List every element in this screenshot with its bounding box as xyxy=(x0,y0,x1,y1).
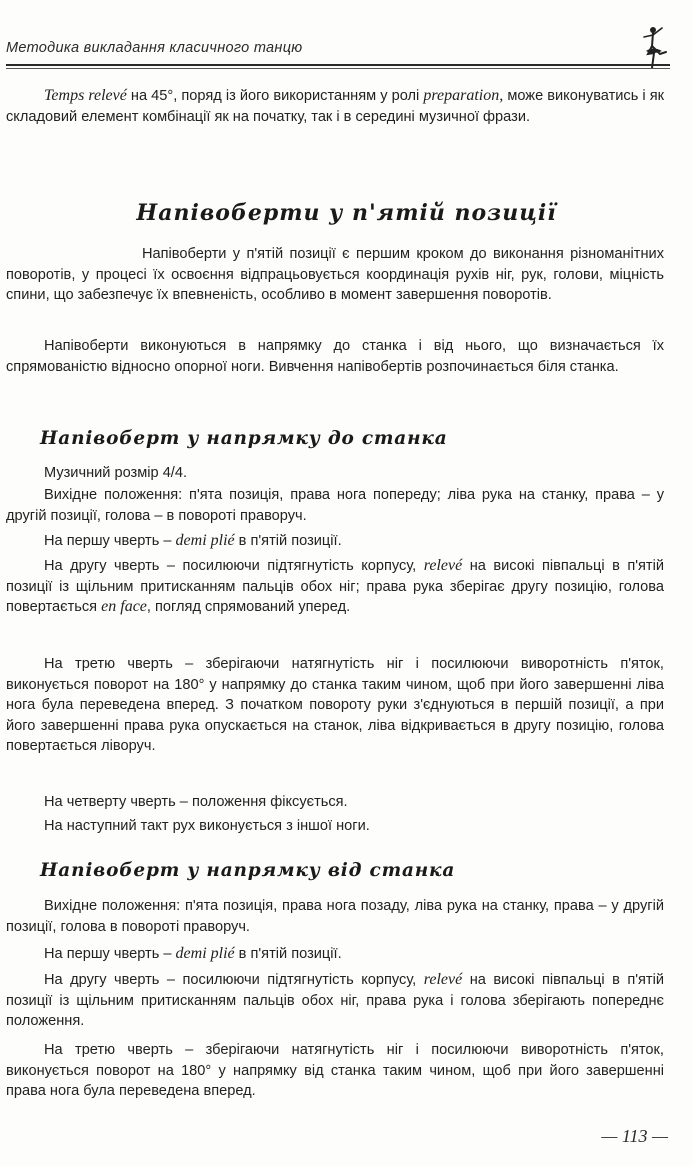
sub1-paragraph-4 xyxy=(6,556,664,618)
section-paragraph-1: Напівоберти у п'ятій позиції є першим кроком до виконання різноманітних поворотів, у процесі їх освоєння відпрацьовується координація рухів ніг, рук, голови, міцність спини, що забезпечує їх впевненість, особливо в момент завершення поворотів. xyxy=(6,246,664,303)
text: може виконуватись і як складовий елемент комбінації як на початку, так і в середині музичної фрази. xyxy=(6,88,665,125)
sub2-paragraph-4: На третю чверть – зберігаючи натягнутість ніг і посилюючи виворотність п'яток, виконується поворот на 180° у напрямку від станка таким чином, щоб при його завершенні права нога була переведена вперед. xyxy=(6,1042,664,1099)
text: на високі півпальці в п'ятій позиції із щільним притисканням пальців обох ніг, права рука і голова зберігають попереднє положення. xyxy=(6,972,664,1029)
sub1-paragraph-3 xyxy=(6,531,664,552)
term: demi plié xyxy=(175,532,235,549)
term: relevé xyxy=(423,557,463,574)
text: , погляд спрямований уперед. xyxy=(146,599,351,615)
text: на 45°, поряд із його використанням у ролі xyxy=(126,88,424,104)
section-paragraph-2: Напівоберти виконуються в напрямку до станка і від нього, що визначається їх спрямованістю відносно опорної ноги. Вивчення напівобертів розпочинається біля станка. xyxy=(6,338,664,375)
page-number: — 113 — xyxy=(601,1126,668,1146)
text: На першу чверть – xyxy=(44,533,176,549)
sub1-paragraph-6: На четверту чверть – положення фіксується. xyxy=(44,794,348,810)
term: en face xyxy=(101,598,147,615)
term: relevé xyxy=(423,971,463,988)
term: preparation, xyxy=(423,87,504,104)
sub2-paragraph-1: Вихідне положення: п'ята позиція, права нога позаду, ліва рука на станку, права – у другій позиції, голова в повороті праворуч. xyxy=(6,898,664,935)
text: на високі півпальці в п'ятій позиції із щільним притисканням пальців обох ніг; права рука зберігає другу позицію, голова повертається xyxy=(6,558,664,615)
term: demi plié xyxy=(175,945,235,962)
term: Temps relevé xyxy=(44,87,127,104)
text: в п'ятій позиції. xyxy=(234,533,342,549)
sub1-paragraph-7: На наступний такт рух виконується з іншої ноги. xyxy=(44,818,370,834)
subsection-title-1: Напівоберт у напрямку до станка xyxy=(40,428,448,449)
text: в п'ятій позиції. xyxy=(234,946,342,962)
sub1-paragraph-5: На третю чверть – зберігаючи натягнутість ніг і посилюючи виворотність п'яток, виконується поворот на 180° у напрямку до станка таким чином, щоб при його завершенні ліва нога була переведена вперед. З початком повороту руки з'єднуються в першій позиції, а при його завершенні права рука опускається на станок, ліва відкривається в другу позицію, голова повертається ліворуч. xyxy=(6,656,664,754)
sub2-paragraph-2 xyxy=(6,944,664,965)
text: На другу чверть – посилюючи підтягнутість корпусу, xyxy=(44,558,424,574)
section-title: Напівоберти у п'ятій позиції xyxy=(136,200,557,226)
running-head: Методика викладання класичного танцю xyxy=(6,40,303,56)
text: На першу чверть – xyxy=(44,946,176,962)
sub1-paragraph-1: Музичний розмір 4/4. xyxy=(44,465,188,481)
text: На другу чверть – посилюючи підтягнутість корпусу, xyxy=(44,972,424,988)
intro-paragraph xyxy=(6,86,664,127)
sub1-paragraph-2: Вихідне положення: п'ята позиція, права нога попереду; ліва рука на станку, права – у другій позиції, голова – в повороті праворуч. xyxy=(6,487,664,524)
subsection-title-2: Напівоберт у напрямку від станка xyxy=(40,860,456,881)
sub2-paragraph-3 xyxy=(6,970,664,1032)
